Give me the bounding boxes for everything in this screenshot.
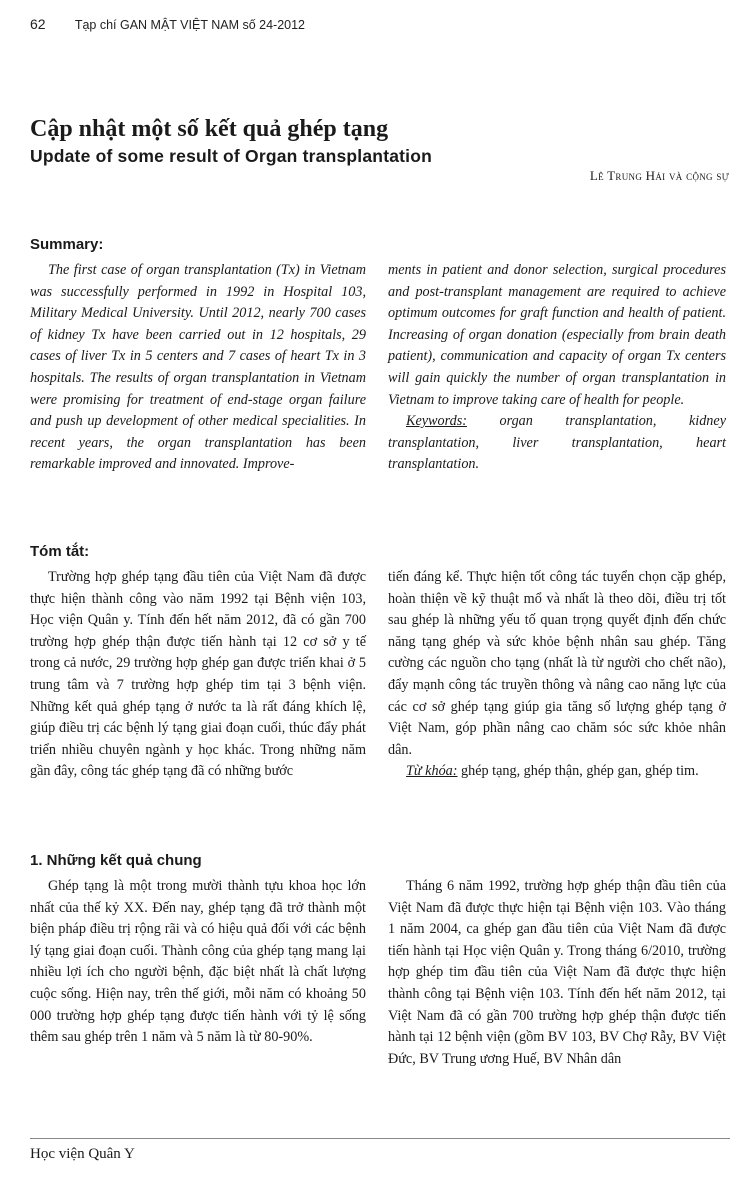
footer-institution: Học viện Quân Y bbox=[30, 1146, 135, 1162]
tomtat-heading: Tóm tắt: bbox=[30, 543, 90, 560]
journal-name: Tạp chí GAN MẬT VIỆT NAM số 24-2012 bbox=[74, 18, 306, 32]
footer-divider bbox=[30, 1138, 730, 1139]
tomtat-left-column bbox=[30, 567, 366, 783]
keywords-label: Keywords: bbox=[406, 413, 467, 430]
keywords-text: organ transplantation, kidney transplantation, liver transplantation, heart transplantation. bbox=[388, 413, 726, 473]
summary-text-left: The first case of organ transplantation (Tx) in Vietnam was successfully performed in 1992 in Hospital 103, Military Medical University. Until 2012, nearly 700 cases of kidney Tx have been carried out in 12 hospitals, 29 cases of liver Tx in 5 centers and 7 cases of heart Tx in 3 hospitals. The results of organ transplantation in Vietnam were promising for treatment of end-stage organ failure and push up development of other medical specialities. In recent years, the organ transplantation has been remarkable improved and innovated. Improve- bbox=[30, 262, 366, 473]
summary-keywords bbox=[388, 411, 726, 476]
summary-heading: Summary: bbox=[30, 236, 104, 253]
tomtat-text-left: Trường hợp ghép tạng đầu tiên của Việt Nam đã được thực hiện thành công vào năm 1992 tại Bệnh viện 103, Học viện Quân y. Tính đến hết năm 2012, đã có gần 700 trường hợp ghép thận được tiến hành tại 12 cơ sở y tế trong cả nước, 29 trường hợp ghép gan được triển khai ở 5 trung tâm và 7 trường hợp ghép tim tại 3 bệnh viện. Những kết quả ghép tạng ở nước ta là rất đáng khích lệ, giúp điều trị các bệnh lý tạng giai đoạn cuối, thúc đẩy phát triển nhiều chuyên ngành y học khác. Trong những năm gần đây, công tác ghép tạng đã có những bước bbox=[30, 569, 366, 780]
tomtat-keywords bbox=[388, 761, 726, 783]
tomtat-right-column bbox=[388, 567, 726, 783]
section-1-left-column bbox=[30, 876, 366, 1049]
section-1-text-right: Tháng 6 năm 1992, trường hợp ghép thận đầu tiên của Việt Nam đã được thực hiện tại Bệnh viện 103. Vào tháng 1 năm 2004, ca ghép gan đầu tiên của Việt Nam đã được tiến hành tại Học viện Quân y. Trong tháng 6/2010, trường hợp ghép tim đầu tiên của Việt Nam đã được thực hiện thành công tại Bệnh viện 103. Tính đến hết năm 2012, tại Việt Nam đã có gần 700 trường hợp ghép thận được tiến hành tại 12 bệnh viện (gồm BV 103, BV Chợ Rẫy, BV Việt Đức, BV Trung ương Huế, BV Nhân dân bbox=[388, 878, 726, 1067]
article-title-english: Update of some result of Organ transplantation bbox=[30, 146, 433, 166]
running-header bbox=[30, 16, 730, 40]
tu-khoa-text: ghép tạng, ghép thận, ghép gan, ghép tim. bbox=[457, 763, 699, 780]
tomtat-text-right: tiến đáng kể. Thực hiện tốt công tác tuyển chọn cặp ghép, hoàn thiện về kỹ thuật mổ và nhất là theo dõi, điều trị tốt sau ghép là những yếu tố quan trọng quyết định đến chức năng tạng ghép và sức khỏe bệnh nhân sau ghép. Tăng cường các nguồn cho tạng (nhất là từ người cho chết não), đẩy mạnh công tác truyền thông và nâng cao năng lực của các cơ sở ghép tạng giúp gia tăng số lượng ghép tạng ở Việt Nam, góp phần nâng cao chăm sóc sức khỏe nhân dân. bbox=[388, 569, 726, 758]
author-line: Lê Trung Hải và cộng sự bbox=[589, 168, 729, 183]
summary-left-column bbox=[30, 260, 366, 476]
summary-text-right: ments in patient and donor selection, surgical procedures and post-transplant management are required to achieve optimum outcomes for graft function and health of patient. Increasing of organ donation (especially from brain death patient), communication and capacity of organ Tx centers will gain quickly the number of organ transplantation in Vietnam to improve taking care of health for people. bbox=[388, 262, 726, 408]
summary-right-column bbox=[388, 260, 726, 476]
section-1-heading: 1. Những kết quả chung bbox=[30, 852, 202, 869]
article-title-vietnamese: Cập nhật một số kết quả ghép tạng bbox=[30, 116, 389, 142]
title-block bbox=[30, 114, 730, 168]
page-number: 62 bbox=[30, 16, 46, 32]
section-1-right-column bbox=[388, 876, 726, 1070]
tu-khoa-label: Từ khóa: bbox=[406, 763, 458, 780]
section-1-text-left: Ghép tạng là một trong mười thành tựu khoa học lớn nhất của thế kỷ XX. Đến nay, ghép tạng đã trở thành một biện pháp điều trị rộng rãi và có hiệu quả đối với các bệnh lý tạng giai đoạn cuối. Thành công của ghép tạng mang lại nhiều lợi ích cho người bệnh, đặc biệt nhất là chất lượng cuộc sống. Hiện nay, trên thế giới, mỗi năm có khoảng 50 000 trường hợp ghép tạng được tiến hành với tỷ lệ sống thêm sau ghép trên 1 năm và 5 năm là từ 80-90%. bbox=[30, 878, 366, 1046]
